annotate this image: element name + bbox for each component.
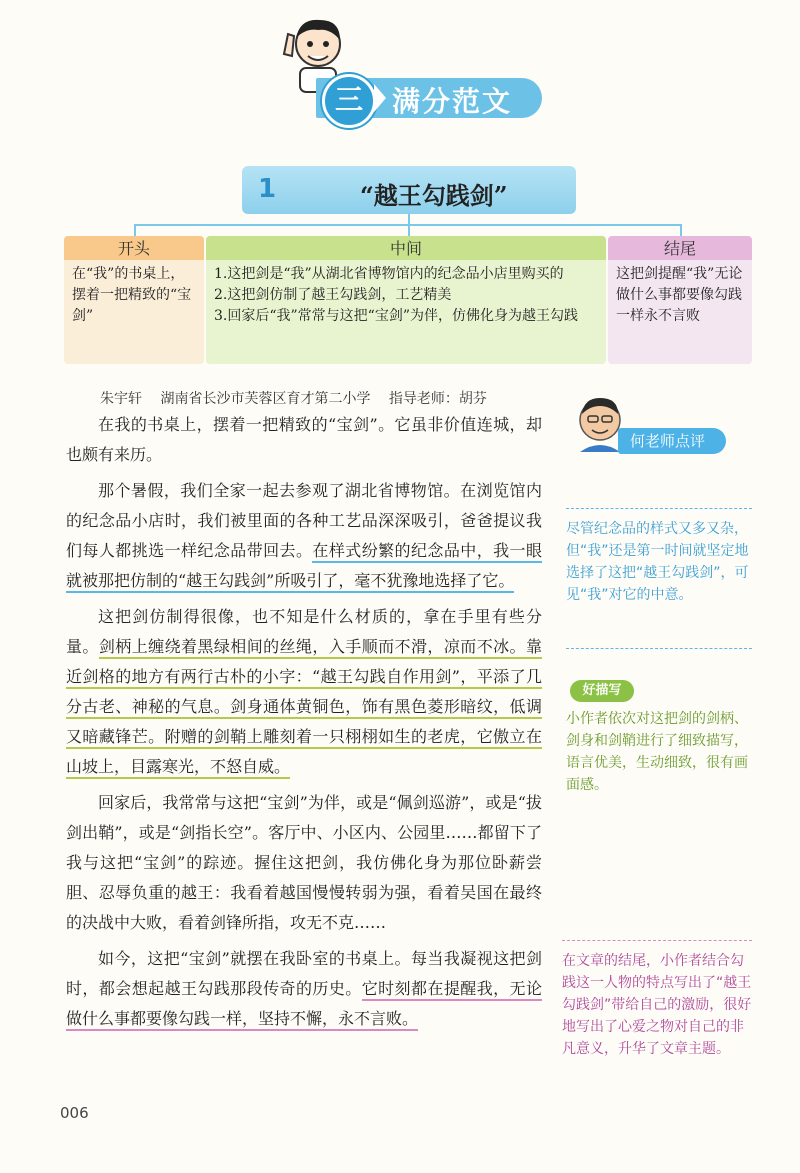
tree-line bbox=[680, 224, 682, 236]
highlight-blue: 在样式纷繁的纪念品中，我一眼就被那把仿制的“越王勾践剑”所吸引了，毫不犹豫地选择了它。 bbox=[66, 541, 542, 593]
author-teacher: 指导老师：胡芬 bbox=[388, 391, 487, 407]
essay-title: “越王勾践剑” bbox=[360, 181, 508, 210]
outline-start bbox=[64, 236, 204, 364]
teacher-comment-label: 何老师点评 bbox=[618, 428, 726, 454]
tree-line bbox=[408, 224, 410, 236]
outline-end-label: 结尾 bbox=[608, 236, 752, 260]
essay-paragraph: 回家后，我常常与这把“宝剑”为伴，或是“佩剑巡游”，或是“拔剑出鞘”，或是“剑指长空”。客厅中、小区内、公园里……都留下了我与这把“宝剑”的踪迹。握住这把剑，我仿佛化身为那位卧薪尝胆、忍辱负重的越王：我看着越国慢慢转弱为强，看着吴国在最终的决战中大败，看着剑锋所指，攻无不克…… bbox=[66, 793, 542, 932]
essay-paragraph bbox=[66, 944, 542, 1034]
page-number: 006 bbox=[60, 1104, 89, 1122]
essay-number: 1 bbox=[258, 174, 277, 204]
essay-paragraph: 在我的书桌上，摆着一把精致的“宝剑”。它虽非价值连城，却也颇有来历。 bbox=[66, 415, 542, 464]
highlight-green: 剑柄上缠绕着黑绿相间的丝绳，入手顺而不滑，凉而不冰。靠近剑格的地方有两行古朴的小字：“越王勾践自作用剑”，平添了几分古老、神秘的气息。剑身通体黄铜色，饰有黑色菱形暗纹，低调又暗藏锋芒。附赠的剑鞘上雕刻着一只栩栩如生的老虎，它傲立在山坡上，目露寒光，不怒自威。 bbox=[66, 637, 542, 779]
outline-middle-item: 3.回家后“我”常常与这把“宝剑”为伴，仿佛化身为越王勾践 bbox=[214, 308, 578, 324]
comment-note: 小作者依次对这把剑的剑柄、剑身和剑鞘进行了细致描写，语言优美，生动细致，很有画面感。 bbox=[566, 711, 748, 793]
author-name: 朱宇轩 bbox=[100, 391, 142, 407]
essay-paragraph bbox=[66, 602, 542, 782]
tree-line bbox=[134, 224, 136, 236]
essay-text: 那个暑假，我们全家一起去参观了湖北省博物馆。在浏览馆内的纪念品小店时，我们被里面的各种工艺品深深吸引，爸爸提议我们每人都挑选一样纪念品带回去。 bbox=[66, 481, 542, 560]
outline-start-label: 开头 bbox=[64, 236, 204, 260]
section-title: 满分范文 bbox=[392, 85, 513, 118]
comment-note: 在文章的结尾，小作者结合勾践这一人物的特点写出了“越王勾践剑”带给自己的激励，很好地写出了心爱之物对自己的非凡意义，升华了文章主题。 bbox=[562, 953, 752, 1057]
divider bbox=[562, 940, 752, 941]
essay-text: 如今，这把“宝剑”就摆在我卧室的书桌上。每当我凝视这把剑时，都会想起越王勾践那段传奇的历史。 bbox=[66, 949, 542, 998]
outline-end-text: 这把剑提醒“我”无论做什么事都要像勾践一样永不言败 bbox=[616, 266, 743, 324]
divider bbox=[566, 508, 752, 509]
outline-end bbox=[608, 236, 752, 364]
essay-text: 这把剑仿制得很像，也不知是什么材质的，拿在手里有些分量。 bbox=[66, 607, 542, 656]
chevron-icon bbox=[374, 84, 386, 112]
highlight-pink: 它时刻都在提醒我，无论做什么事都要像勾践一样，坚持不懈，永不言败。 bbox=[66, 979, 542, 1031]
outline-middle-item: 2.这把剑仿制了越王勾践剑，工艺精美 bbox=[214, 287, 452, 303]
essay-body bbox=[66, 410, 542, 1040]
divider bbox=[566, 648, 752, 649]
tree-line bbox=[408, 214, 410, 224]
outline-middle bbox=[206, 236, 606, 364]
author-school: 湖南省长沙市芙蓉区育才第二小学 bbox=[160, 391, 371, 407]
good-description-tag: 好描写 bbox=[570, 680, 634, 702]
essay-paragraph bbox=[66, 476, 542, 596]
author-line bbox=[100, 388, 501, 408]
section-number: 三 bbox=[322, 74, 376, 128]
outline-middle-label: 中间 bbox=[206, 236, 606, 260]
comment-note: 尽管纪念品的样式又多又杂，但“我”还是第一时间就坚定地选择了这把“越王勾践剑”，可见“我”对它的中意。 bbox=[566, 521, 749, 603]
outline-middle-item: 1.这把剑是“我”从湖北省博物馆内的纪念品小店里购买的 bbox=[214, 266, 564, 282]
outline-start-text: 在“我”的书桌上，摆着一把精致的“宝剑” bbox=[72, 266, 192, 324]
